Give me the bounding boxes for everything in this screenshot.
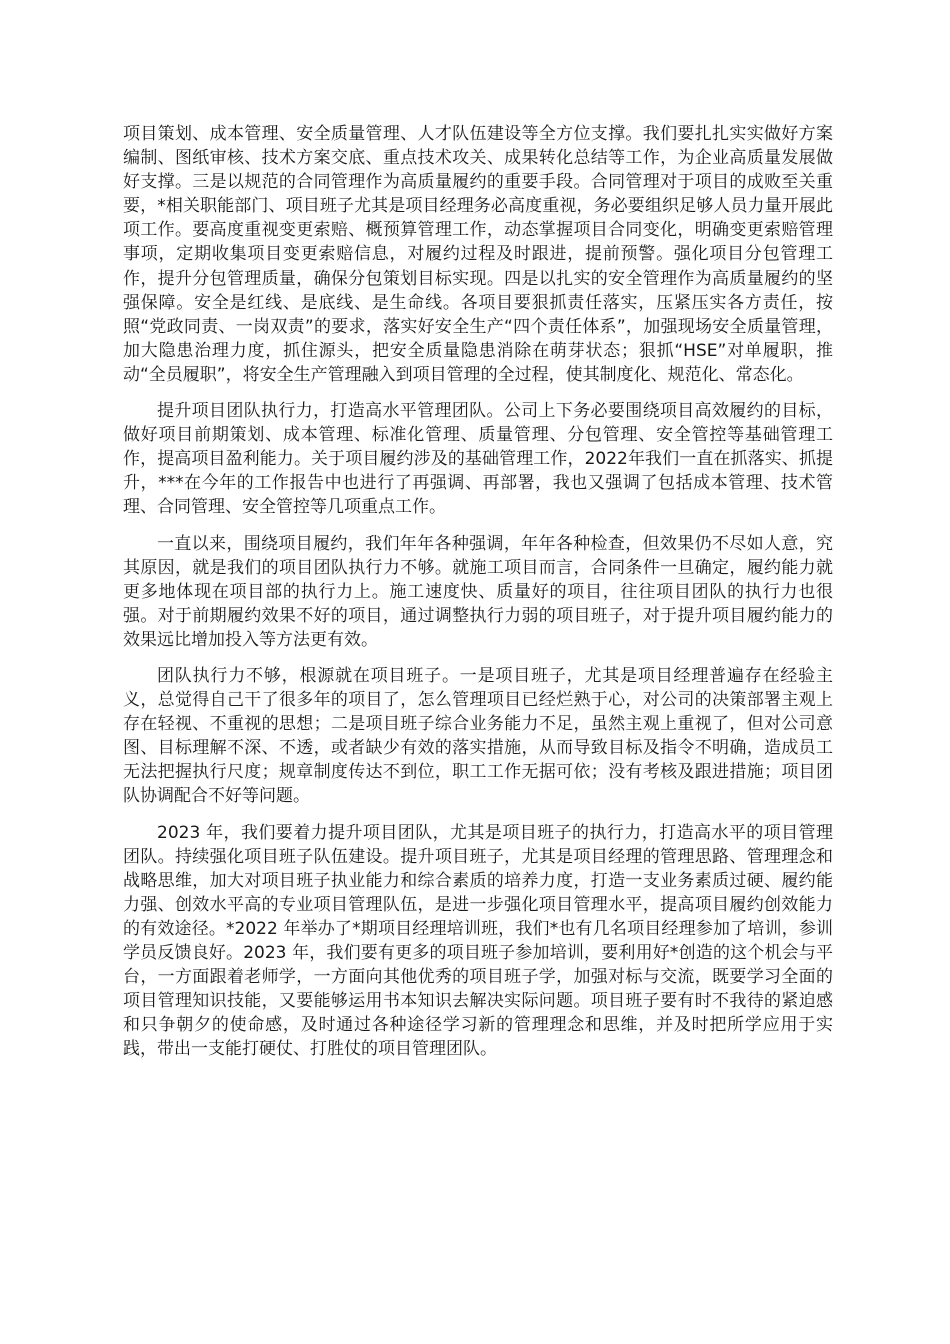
paragraph-5: 2023 年，我们要着力提升项目团队，尤其是项目班子的执行力，打造高水平的项目管理团队。持续强化项目班子队伍建设。提升项目班子，尤其是项目经理的管理思路、管理理念和战略思维，加大对项目班子执业能力和综合素质的培养力度，打造一支业务素质过硬、履约能力强、创效水平高的专业项目管理队伍，是进一步强化项目管理水平，提高项目履约创效能力的有效途径。*2022 年举办了*期项目经理培训班，我们*也有几名项目经理参加了培训，参训学员反馈良好。2023 年，我们要有更多的项目班子参加培训，要利用好*创造的这个机会与平台，一方面跟着老师学，一方面向其他优秀的项目班子学，加强对标与交流，既要学习全面的项目管理知识技能，又要能够运用书本知识去解决实际问题。项目班子要有时不我待的紧迫感和只争朝夕的使命感，及时通过各种途径学习新的管理理念和思维，并及时把所学应用于实践，带出一支能打硬仗、打胜仗的项目管理团队。: [123, 822, 833, 1060]
paragraph-2: 提升项目团队执行力，打造高水平管理团队。公司上下务必要围绕项目高效履约的目标，做好项目前期策划、成本管理、标准化管理、质量管理、分包管理、安全管控等基础管理工作，提高项目盈利能力。关于项目履约涉及的基础管理工作，2022年我们一直在抓落实、抓提升，***在今年的工作报告中也进行了再强调、再部署，我也又强调了包括成本管理、技术管理、合同管理、安全管控等几项重点工作。: [123, 401, 833, 518]
paragraph-3: 一直以来，围绕项目履约，我们年年各种强调，年年各种检查，但效果仍不尽如人意，究其原因，就是我们的项目团队执行力不够。就施工项目而言，合同条件一旦确定，履约能力就更多地体现在项目部的执行力上。施工速度快、质量好的项目，往往项目团队的执行力也很强。对于前期履约效果不好的项目，通过调整执行力弱的项目班子，对于提升项目履约能力的效果远比增加投入等方法更有效。: [123, 533, 833, 650]
paragraph-4: 团队执行力不够，根源就在项目班子。一是项目班子，尤其是项目经理普遍存在经验主义，总觉得自己干了很多年的项目了，怎么管理项目已经烂熟于心，对公司的决策部署主观上存在轻视、不重视的思想；二是项目班子综合业务能力不足，虽然主观上重视了，但对公司意图、目标理解不深、不透，或者缺少有效的落实措施，从而导致目标及指令不明确，造成员工无法把握执行尺度；规章制度传达不到位，职工工作无据可依；没有考核及跟进措施；项目团队协调配合不好等问题。: [123, 665, 833, 807]
paragraph-1: 项目策划、成本管理、安全质量管理、人才队伍建设等全方位支撑。我们要扎扎实实做好方案编制、图纸审核、技术方案交底、重点技术攻关、成果转化总结等工作，为企业高质量发展做好支撑。三是以规范的合同管理作为高质量履约的重要手段。合同管理对于项目的成败至关重要，*相关职能部门、项目班子尤其是项目经理务必高度重视，务必要组织足够人员力量开展此项工作。要高度重视变更索赔、概预算管理工作，动态掌握项目合同变化，明确变更索赔管理事项，定期收集项目变更索赔信息，对履约过程及时跟进，提前预警。强化项目分包管理工作，提升分包管理质量，确保分包策划目标实现。四是以扎实的安全管理作为高质量履约的坚强保障。安全是红线、是底线、是生命线。各项目要狠抓责任落实，压紧压实各方责任，按照“党政同责、一岗双责”的要求，落实好安全生产“四个责任体系”，加强现场安全质量管理，加大隐患治理力度，抓住源头，把安全质量隐患消除在萌芽状态；狠抓“HSE”对单履职，推动“全员履职”，将安全生产管理融入到项目管理的全过程，使其制度化、规范化、常态化。: [123, 124, 833, 385]
document-body: [123, 122, 833, 1073]
